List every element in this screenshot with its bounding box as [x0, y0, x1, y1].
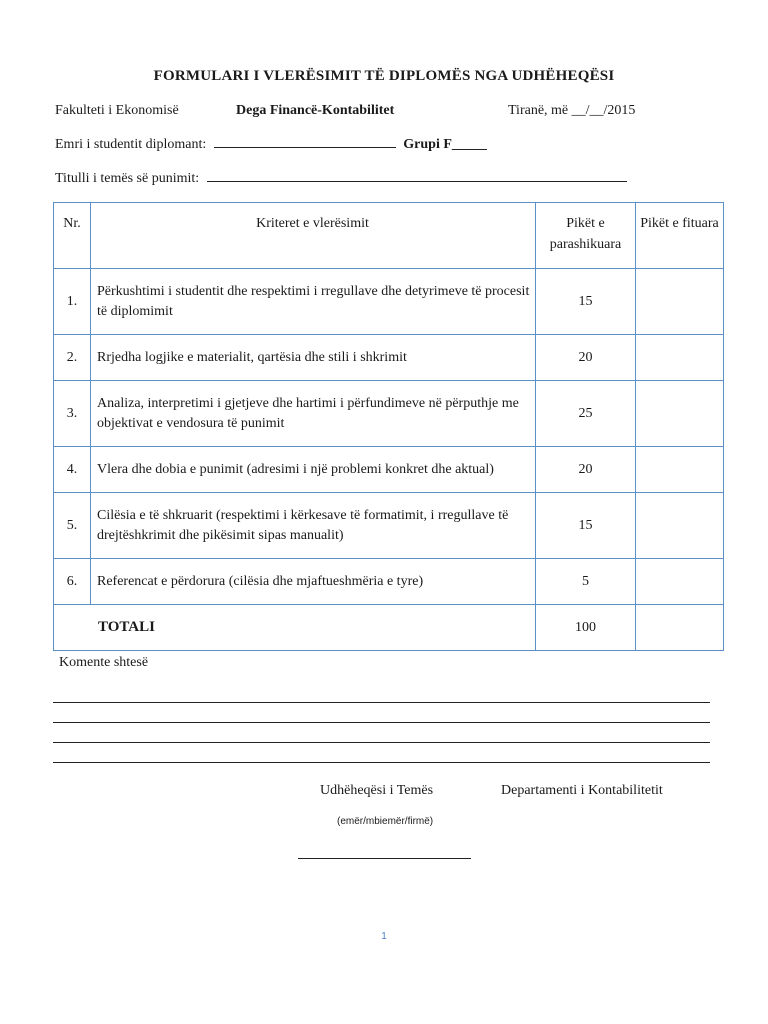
criteria-table	[53, 202, 724, 651]
total-row	[54, 605, 724, 651]
table-row	[54, 381, 724, 447]
row-number: 1.	[54, 269, 91, 335]
table-row	[54, 335, 724, 381]
table-row	[54, 493, 724, 559]
place-date: Tiranë, më __/__/2015	[508, 103, 636, 118]
total-planned-points: 100	[536, 605, 636, 651]
form-title: FORMULARI I VLERËSIMIT TË DIPLOMËS NGA UDHËHEQËSI	[153, 68, 615, 84]
signature-line[interactable]	[298, 858, 471, 859]
row-earned-points[interactable]	[636, 381, 724, 447]
total-label: TOTALI	[54, 605, 536, 651]
row-criteria: Analiza, interpretimi i gjetjeve dhe hartimi i përfundimeve në përputhje me objektivat e vendosura të punimit	[91, 381, 536, 447]
table-row	[54, 269, 724, 335]
topic-row	[55, 171, 627, 187]
table-row	[54, 559, 724, 605]
department-signature-label: Departamenti i Kontabilitetit	[501, 783, 663, 798]
signature-hint: (emër/mbiemër/firmë)	[337, 816, 434, 827]
topic-field[interactable]	[207, 180, 627, 182]
group-label: Grupi F_____	[403, 137, 487, 152]
student-name-field[interactable]	[214, 146, 396, 148]
student-name-label: Emri i studentit diplomant:	[55, 137, 207, 152]
department-label: Dega Financë-Kontabilitet	[236, 103, 395, 118]
table-row	[54, 447, 724, 493]
row-planned-points: 15	[536, 269, 636, 335]
row-criteria: Vlera dhe dobia e punimit (adresimi i një problemi konkret dhe aktual)	[91, 447, 536, 493]
row-criteria: Rrjedha logjike e materialit, qartësia dhe stili i shkrimit	[91, 335, 536, 381]
header-nr: Nr.	[54, 203, 91, 269]
row-criteria: Përkushtimi i studentit dhe respektimi i rregullave dhe detyrimeve të procesit të diplomimit	[91, 269, 536, 335]
total-earned-points[interactable]	[636, 605, 724, 651]
row-earned-points[interactable]	[636, 493, 724, 559]
page-number: 1	[381, 931, 387, 942]
comments-label: Komente shtesë	[59, 655, 149, 670]
row-criteria: Referencat e përdorura (cilësia dhe mjaftueshmëria e tyre)	[91, 559, 536, 605]
row-earned-points[interactable]	[636, 559, 724, 605]
student-row	[55, 137, 487, 153]
comment-line-1[interactable]	[53, 702, 710, 703]
row-number: 2.	[54, 335, 91, 381]
row-planned-points: 20	[536, 447, 636, 493]
topic-label: Titulli i temës së punimit:	[55, 171, 200, 186]
row-number: 6.	[54, 559, 91, 605]
header-criteria: Kriteret e vlerësimit	[91, 203, 536, 269]
row-planned-points: 5	[536, 559, 636, 605]
row-number: 5.	[54, 493, 91, 559]
faculty-label: Fakulteti i Ekonomisë	[55, 103, 179, 118]
comment-line-3[interactable]	[53, 742, 710, 743]
comment-line-4[interactable]	[53, 762, 710, 763]
comment-line-2[interactable]	[53, 722, 710, 723]
row-earned-points[interactable]	[636, 447, 724, 493]
row-planned-points: 25	[536, 381, 636, 447]
supervisor-label: Udhëheqësi i Temës	[320, 783, 434, 798]
row-planned-points: 20	[536, 335, 636, 381]
header-planned: Pikët e parashikuara	[536, 203, 636, 269]
row-earned-points[interactable]	[636, 335, 724, 381]
table-header-row	[54, 203, 724, 269]
row-planned-points: 15	[536, 493, 636, 559]
row-criteria: Cilësia e të shkruarit (respektimi i kërkesave të formatimit, i rregullave të drejtëshkrimit dhe pikësimit sipas manualit)	[91, 493, 536, 559]
header-earned: Pikët e fituara	[636, 203, 724, 269]
row-earned-points[interactable]	[636, 269, 724, 335]
row-number: 3.	[54, 381, 91, 447]
row-number: 4.	[54, 447, 91, 493]
